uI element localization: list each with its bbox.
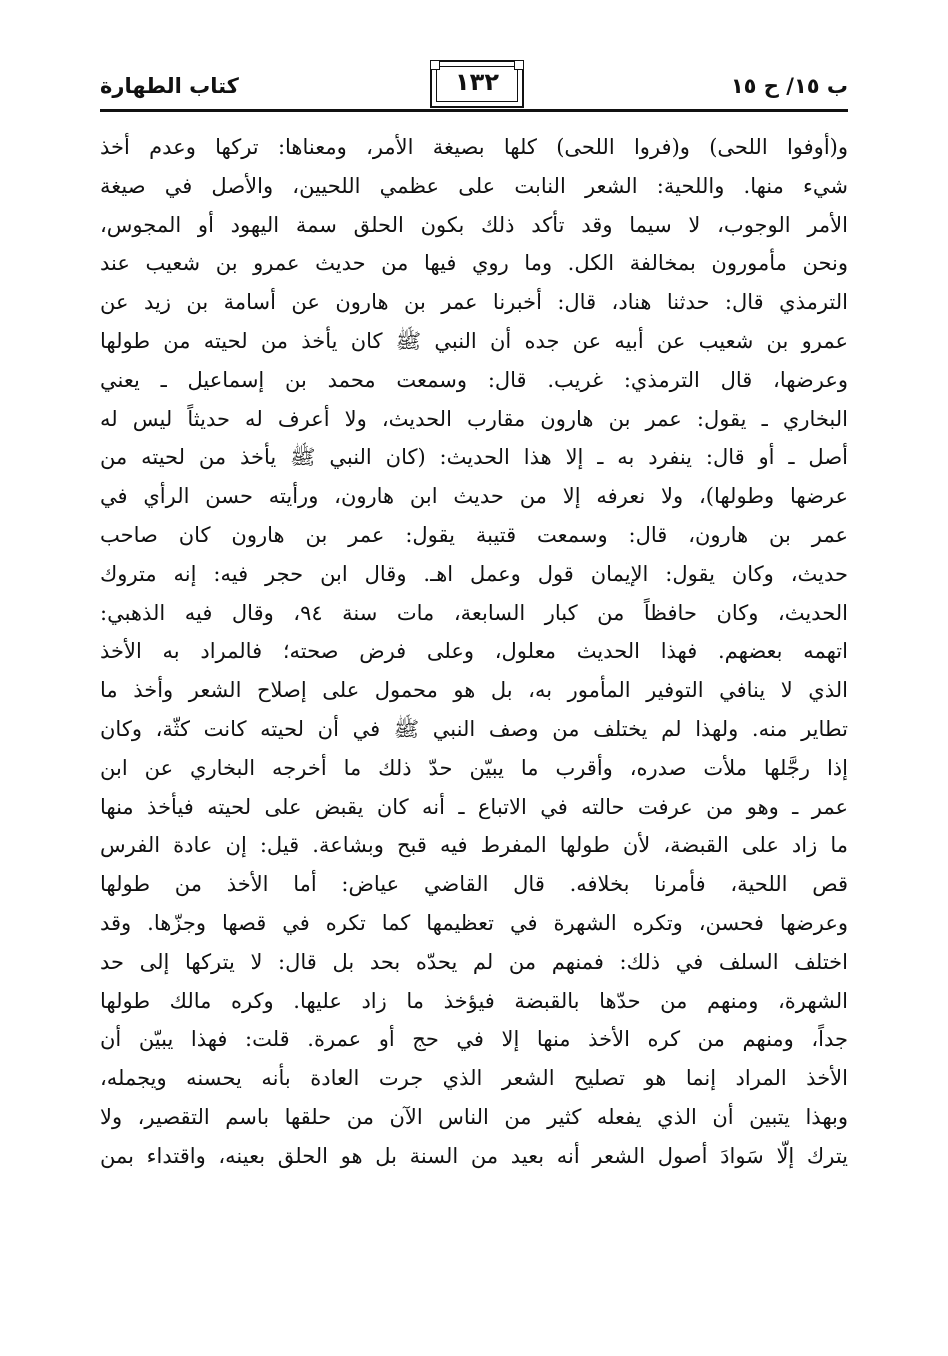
text-line: و(أوفوا اللحى) و(فروا اللحى) كلها بصيغة الأمر، ومعناها: تركها وعدم أخذ	[100, 135, 848, 159]
text-line: إذا رجَّلها ملأت صدره، وأقرب ما يبيّن حدّ ذلك ما أخرجه البخاري عن ابن	[100, 755, 848, 780]
text-line: عمر ـ وهو من عرفت حالته في الاتباع ـ أنه كان يقبض على لحيته فيأخذ منها	[100, 794, 848, 819]
volume-reference: ب ١٥/ ح ١٥	[730, 74, 848, 98]
text-line: قص اللحية، فأمرنا بخلافه. قال القاضي عياض: أما الأخذ من طولها	[100, 872, 848, 897]
text-line: ونحن مأمورون بمخالفة الكل. وما روي فيها من حديث عمرو بن شعيب عند	[100, 251, 848, 276]
page-number: ١٣٢	[455, 68, 499, 96]
text-line: الأخذ المراد إنما هو تصليح الشعر الذي جرت العادة بأنه يحسنه ويجمله،	[100, 1066, 848, 1091]
text-line: الشهرة، ومنهم من حدّها بالقبضة فيؤخذ ما زاد عليها. وكره مالك طولها	[100, 988, 848, 1013]
text-line: أصل ـ أو قال: ينفرد به ـ إلا هذا الحديث: (كان النبي ﷺ يأخذ من لحيته من	[100, 445, 848, 470]
text-line: الترمذي قال: حدثنا هناد، قال: أخبرنا عمر بن هارون عن أسامة بن زيد عن	[100, 290, 848, 315]
text-line: يترك إلّا سَوادَ أصول الشعر أنه بعيد من السنة بل هو الحلق بعينه، واقتداء بمن	[100, 1143, 848, 1168]
text-line: عمر بن هارون، قال: وسمعت قتيبة يقول: عمر بن هارون كان صاحب	[100, 522, 848, 547]
text-line: جداً، ومنهم من كره الأخذ منها إلا في حج أو عمرة. قلت: فهذا يبيّن أن	[100, 1027, 848, 1052]
text-line: اختلف السلف في ذلك: فمنهم من لم يحدّه بحد بل قال: لا يتركها إلى حد	[100, 949, 848, 974]
text-line: وبهذا يتبين أن الذي يفعله كثير من الناس الآن من حلقها باسم التقصير، ولا	[100, 1104, 848, 1129]
text-line: ما زاد على القبضة، لأن طولها المفرط فيه قبح وبشاعة. قيل: إن عادة الفرس	[100, 833, 848, 858]
text-line: الحديث، وكان حافظاً من كبار السابعة، مات سنة ٩٤، وقال فيه الذهبي:	[100, 600, 848, 625]
text-line: تطاير منه. ولهذا لم يختلف من وصف النبي ﷺ في أن لحيته كانت كثّة، وكان	[100, 716, 848, 741]
text-line: عمرو بن شعيب عن أبيه عن جده أن النبي ﷺ كان يأخذ من لحيته من طولها	[100, 328, 848, 353]
text-line: وعرضها فحسن، وتكره الشهرة في تعظيمها كما تكره في قصها وجزّها. وقد	[100, 910, 848, 935]
book-title: كتاب الطهارة	[100, 74, 239, 98]
text-line: اتهمه بعضهم. فهذا الحديث معلول، وعلى فرض صحته؛ فالمراد به الأخذ	[100, 639, 848, 664]
text-line: شيء منها. واللحية: الشعر النابت على عظمي اللحيين، والأصل في صيغة	[100, 173, 848, 198]
text-line: وعرضها، قال الترمذي: غريب. قال: وسمعت محمد بن إسماعيل ـ يعني	[100, 367, 848, 392]
body-text	[100, 128, 848, 1176]
header-rule	[100, 109, 848, 112]
page-header	[100, 68, 848, 112]
text-line: الأمر الوجوب، لا سيما وقد تأكد ذلك بكون الحلق سمة اليهود أو المجوس،	[100, 212, 848, 237]
text-line: حديث، وكان يقول: الإيمان قول وعمل اهـ. وقال ابن حجر فيه: إنه متروك	[100, 561, 848, 586]
text-line: البخاري ـ يقول: عمر بن هارون مقارب الحديث، ولا أعرف له حديثاً ليس له	[100, 406, 848, 431]
text-line: الذي لا ينافي التوفير المأمور به، بل هو محمول على إصلاح الشعر وأخذ ما	[100, 678, 848, 703]
text-line: عرضها وطولها)، ولا نعرفه إلا من حديث ابن هارون، ورأيته حسن الرأي في	[100, 484, 848, 509]
page-number-frame	[430, 60, 524, 108]
